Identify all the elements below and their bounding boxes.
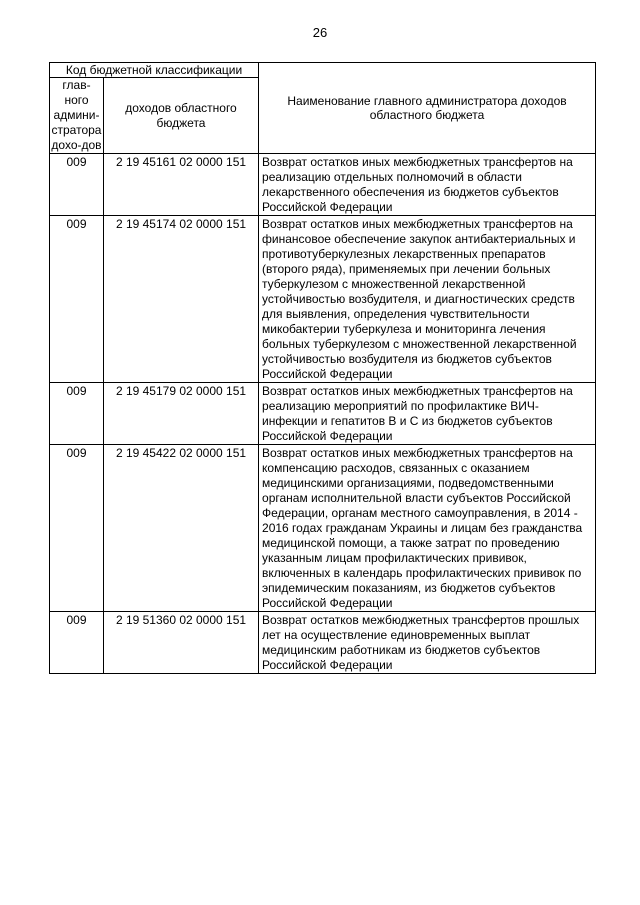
- table-row: [50, 445, 596, 612]
- header-main-administrator: глав-ного админи-стратора дохо-дов: [51, 78, 102, 152]
- table-row: [50, 154, 596, 216]
- income-name: Возврат остатков межбюджетных трансфертов прошлых лет на осуществление единовременных выплат медицинским работникам из бюджетов субъектов Российской Федерации: [259, 612, 596, 674]
- header-budget-classification: Код бюджетной классификации: [50, 63, 259, 78]
- budget-code: 2 19 45174 02 0000 151: [104, 216, 259, 383]
- admin-code: 009: [50, 216, 104, 383]
- admin-code: 009: [50, 612, 104, 674]
- admin-code: 009: [50, 445, 104, 612]
- income-name: Возврат остатков иных межбюджетных трансфертов на реализацию мероприятий по профилактике ВИЧ-инфекции и гепатитов B и C из бюджетов субъектов Российской Федерации: [259, 383, 596, 445]
- admin-code: 009: [50, 154, 104, 216]
- budget-code: 2 19 45422 02 0000 151: [104, 445, 259, 612]
- budget-code: 2 19 45161 02 0000 151: [104, 154, 259, 216]
- page-number: 26: [312, 25, 328, 40]
- admin-code: 009: [50, 383, 104, 445]
- table-row: [50, 216, 596, 383]
- header-regional-income: доходов областного бюджета: [104, 78, 259, 154]
- budget-code: 2 19 51360 02 0000 151: [104, 612, 259, 674]
- header-administrator-name: Наименование главного администратора доходов областного бюджета: [259, 63, 596, 154]
- income-name: Возврат остатков иных межбюджетных трансфертов на компенсацию расходов, связанных с оказанием медицинскими организациями, подведомственными органам исполнительной власти субъектов Российской Федерации, органам местного самоуправления, в 2014 - 2016 годах гражданам Украины и лицам без гражданства медицинской помощи, а также затрат по проведению указанным лицам профилактических прививок, включенных в календарь профилактических прививок по эпидемическим показаниям, из бюджетов субъектов Российской Федерации: [259, 445, 596, 612]
- table-row: [50, 383, 596, 445]
- income-name: Возврат остатков иных межбюджетных трансфертов на реализацию отдельных полномочий в области лекарственного обеспечения из бюджетов субъектов Российской Федерации: [259, 154, 596, 216]
- budget-classification-table: [49, 62, 596, 674]
- income-name: Возврат остатков иных межбюджетных трансфертов на финансовое обеспечение закупок антибактериальных и противотуберкулезных лекарственных препаратов (второго ряда), применяемых при лечении больных туберкулезом с множественной лекарственной устойчивостью возбудителя, и диагностических средств для выявления, определения чувствительности микобактерии туберкулеза и мониторинга лечения больных туберкулезом с множественной лекарственной устойчивостью возбудителя из бюджетов субъектов Российской Федерации: [259, 216, 596, 383]
- table-row: [50, 612, 596, 674]
- budget-code: 2 19 45179 02 0000 151: [104, 383, 259, 445]
